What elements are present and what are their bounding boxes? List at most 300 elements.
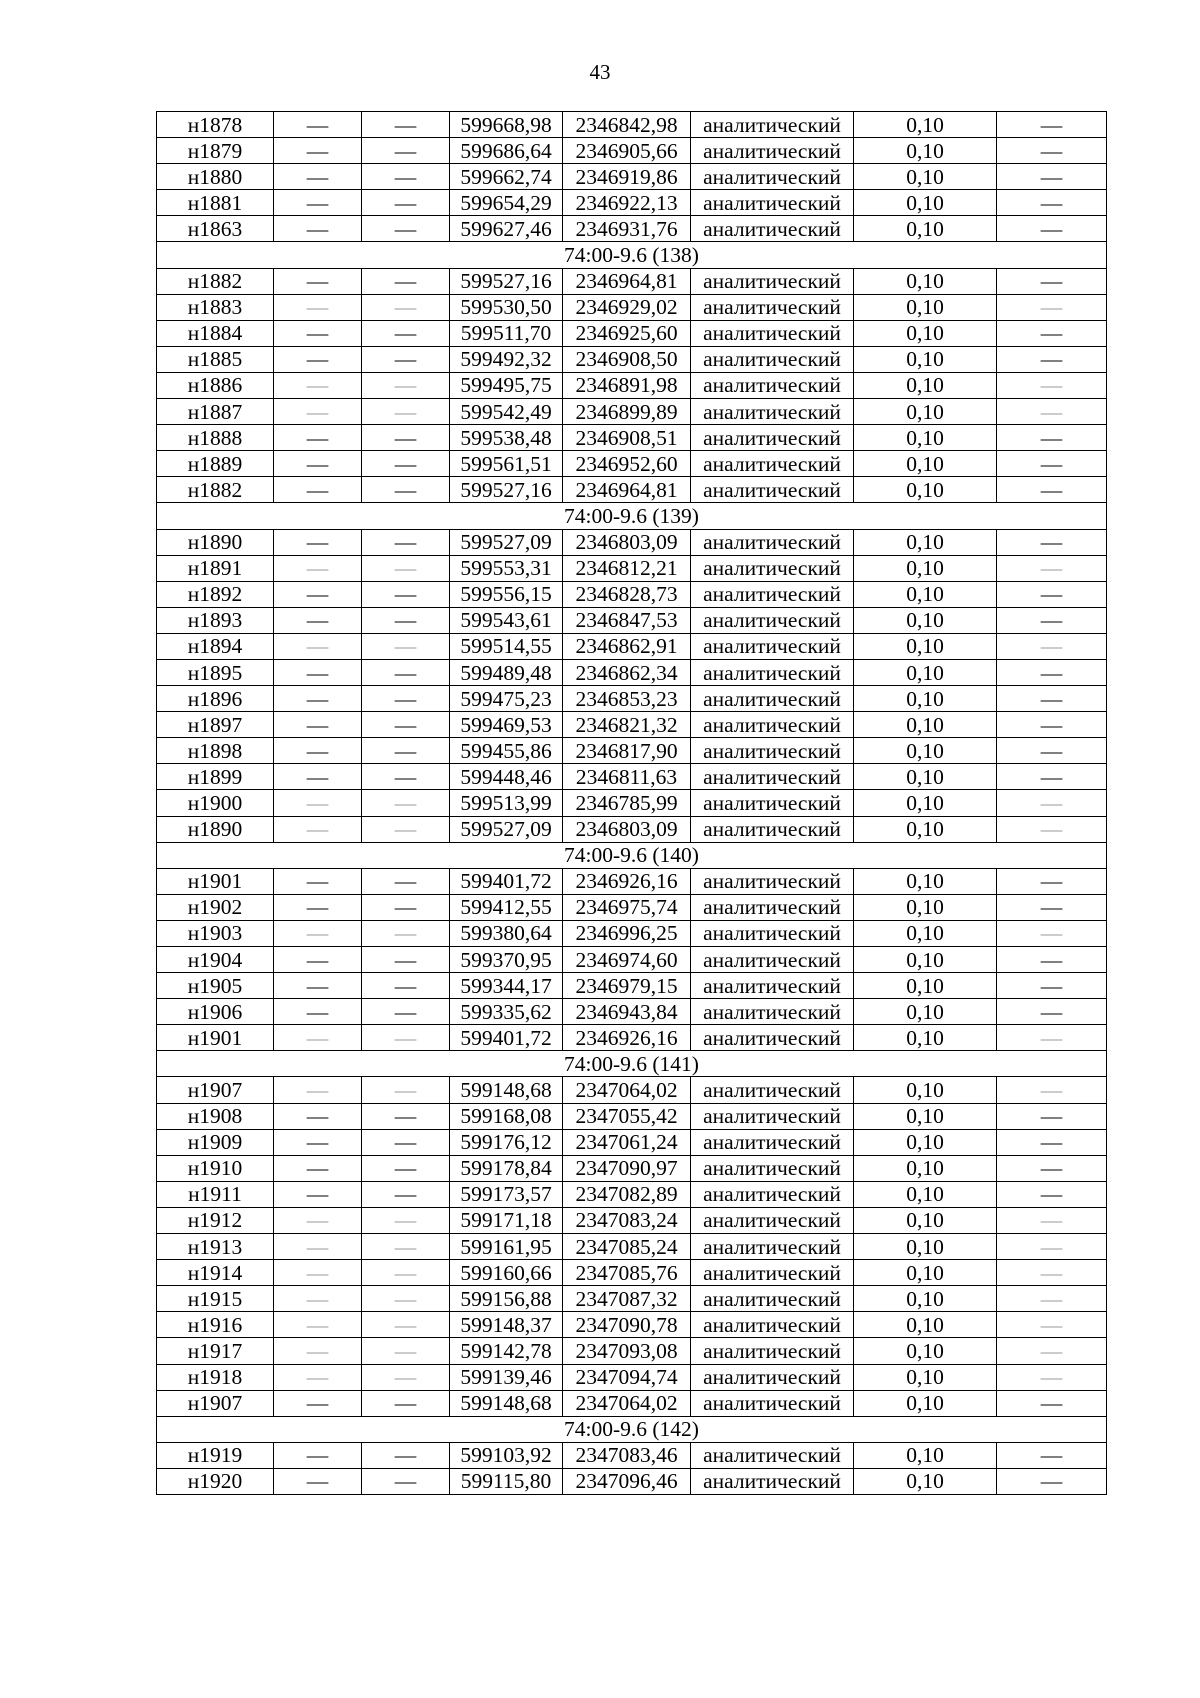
dash-cell: — bbox=[362, 1181, 450, 1207]
y-coordinate-cell: 2347085,76 bbox=[563, 1260, 691, 1286]
dash-cell: — bbox=[362, 112, 450, 138]
section-title: 74:00-9.6 (140) bbox=[157, 842, 1107, 868]
x-coordinate-cell: 599448,46 bbox=[450, 764, 563, 790]
section-title: 74:00-9.6 (138) bbox=[157, 242, 1107, 268]
point-name-cell: н1917 bbox=[157, 1338, 274, 1364]
table-row bbox=[157, 451, 1107, 477]
dash-cell: — bbox=[362, 581, 450, 607]
y-coordinate-cell: 2347083,24 bbox=[563, 1207, 691, 1233]
table-row bbox=[157, 555, 1107, 581]
method-cell: аналитический bbox=[691, 816, 854, 842]
y-coordinate-cell: 2347064,02 bbox=[563, 1390, 691, 1416]
x-coordinate-cell: 599160,66 bbox=[450, 1260, 563, 1286]
accuracy-cell: 0,10 bbox=[854, 190, 997, 216]
accuracy-cell: 0,10 bbox=[854, 346, 997, 372]
method-cell: аналитический bbox=[691, 581, 854, 607]
point-name-cell: н1878 bbox=[157, 112, 274, 138]
dash-cell: — bbox=[997, 529, 1107, 555]
table-row bbox=[157, 607, 1107, 633]
point-name-cell: н1880 bbox=[157, 164, 274, 190]
accuracy-cell: 0,10 bbox=[854, 1260, 997, 1286]
dash-cell: — bbox=[274, 320, 362, 346]
y-coordinate-cell: 2346926,16 bbox=[563, 868, 691, 894]
accuracy-cell: 0,10 bbox=[854, 1234, 997, 1260]
table-row bbox=[157, 164, 1107, 190]
method-cell: аналитический bbox=[691, 1364, 854, 1390]
dash-cell: — bbox=[274, 686, 362, 712]
dash-cell: — bbox=[274, 790, 362, 816]
accuracy-cell: 0,10 bbox=[854, 947, 997, 973]
method-cell: аналитический bbox=[691, 1234, 854, 1260]
table-row bbox=[157, 738, 1107, 764]
accuracy-cell: 0,10 bbox=[854, 1390, 997, 1416]
x-coordinate-cell: 599527,09 bbox=[450, 529, 563, 555]
table-row bbox=[157, 372, 1107, 398]
table-row bbox=[157, 894, 1107, 920]
table-row bbox=[157, 790, 1107, 816]
accuracy-cell: 0,10 bbox=[854, 425, 997, 451]
dash-cell: — bbox=[274, 1103, 362, 1129]
dash-cell: — bbox=[997, 712, 1107, 738]
dash-cell: — bbox=[274, 1312, 362, 1338]
point-name-cell: н1900 bbox=[157, 790, 274, 816]
point-name-cell: н1902 bbox=[157, 894, 274, 920]
table-row bbox=[157, 529, 1107, 555]
dash-cell: — bbox=[362, 1338, 450, 1364]
y-coordinate-cell: 2346817,90 bbox=[563, 738, 691, 764]
section-header-row bbox=[157, 842, 1107, 868]
method-cell: аналитический bbox=[691, 112, 854, 138]
dash-cell: — bbox=[997, 1077, 1107, 1103]
dash-cell: — bbox=[362, 1260, 450, 1286]
dash-cell: — bbox=[997, 947, 1107, 973]
dash-cell: — bbox=[274, 1442, 362, 1468]
dash-cell: — bbox=[362, 1155, 450, 1181]
x-coordinate-cell: 599148,37 bbox=[450, 1312, 563, 1338]
dash-cell: — bbox=[274, 1468, 362, 1494]
x-coordinate-cell: 599511,70 bbox=[450, 320, 563, 346]
dash-cell: — bbox=[362, 1442, 450, 1468]
accuracy-cell: 0,10 bbox=[854, 164, 997, 190]
dash-cell: — bbox=[274, 425, 362, 451]
x-coordinate-cell: 599513,99 bbox=[450, 790, 563, 816]
x-coordinate-cell: 599527,09 bbox=[450, 816, 563, 842]
dash-cell: — bbox=[362, 712, 450, 738]
dash-cell: — bbox=[274, 1234, 362, 1260]
y-coordinate-cell: 2347083,46 bbox=[563, 1442, 691, 1468]
table-row bbox=[157, 816, 1107, 842]
dash-cell: — bbox=[274, 712, 362, 738]
accuracy-cell: 0,10 bbox=[854, 1025, 997, 1051]
x-coordinate-cell: 599542,49 bbox=[450, 399, 563, 425]
page-number: 43 bbox=[589, 60, 611, 84]
dash-cell: — bbox=[997, 164, 1107, 190]
dash-cell: — bbox=[362, 529, 450, 555]
point-name-cell: н1915 bbox=[157, 1286, 274, 1312]
y-coordinate-cell: 2346919,86 bbox=[563, 164, 691, 190]
x-coordinate-cell: 599171,18 bbox=[450, 1207, 563, 1233]
dash-cell: — bbox=[997, 1338, 1107, 1364]
dash-cell: — bbox=[362, 425, 450, 451]
point-name-cell: н1903 bbox=[157, 920, 274, 946]
table-row bbox=[157, 346, 1107, 372]
point-name-cell: н1863 bbox=[157, 216, 274, 242]
point-name-cell: н1910 bbox=[157, 1155, 274, 1181]
x-coordinate-cell: 599148,68 bbox=[450, 1077, 563, 1103]
accuracy-cell: 0,10 bbox=[854, 1103, 997, 1129]
method-cell: аналитический bbox=[691, 999, 854, 1025]
table-row bbox=[157, 1077, 1107, 1103]
method-cell: аналитический bbox=[691, 686, 854, 712]
table-row bbox=[157, 1025, 1107, 1051]
point-name-cell: н1904 bbox=[157, 947, 274, 973]
dash-cell: — bbox=[274, 346, 362, 372]
coordinates-table bbox=[156, 111, 1107, 1495]
dash-cell: — bbox=[362, 790, 450, 816]
accuracy-cell: 0,10 bbox=[854, 607, 997, 633]
point-name-cell: н1881 bbox=[157, 190, 274, 216]
table-row bbox=[157, 1207, 1107, 1233]
section-header-row bbox=[157, 242, 1107, 268]
x-coordinate-cell: 599401,72 bbox=[450, 868, 563, 894]
y-coordinate-cell: 2347093,08 bbox=[563, 1338, 691, 1364]
method-cell: аналитический bbox=[691, 1338, 854, 1364]
point-name-cell: н1879 bbox=[157, 138, 274, 164]
point-name-cell: н1894 bbox=[157, 633, 274, 659]
table-row bbox=[157, 947, 1107, 973]
dash-cell: — bbox=[362, 973, 450, 999]
method-cell: аналитический bbox=[691, 659, 854, 685]
table-row bbox=[157, 1129, 1107, 1155]
y-coordinate-cell: 2346922,13 bbox=[563, 190, 691, 216]
point-name-cell: н1901 bbox=[157, 868, 274, 894]
dash-cell: — bbox=[274, 112, 362, 138]
x-coordinate-cell: 599455,86 bbox=[450, 738, 563, 764]
dash-cell: — bbox=[997, 268, 1107, 294]
table-row bbox=[157, 764, 1107, 790]
dash-cell: — bbox=[274, 659, 362, 685]
dash-cell: — bbox=[997, 1260, 1107, 1286]
method-cell: аналитический bbox=[691, 1260, 854, 1286]
accuracy-cell: 0,10 bbox=[854, 268, 997, 294]
x-coordinate-cell: 599475,23 bbox=[450, 686, 563, 712]
y-coordinate-cell: 2346853,23 bbox=[563, 686, 691, 712]
dash-cell: — bbox=[997, 607, 1107, 633]
dash-cell: — bbox=[362, 1468, 450, 1494]
dash-cell: — bbox=[362, 920, 450, 946]
method-cell: аналитический bbox=[691, 947, 854, 973]
dash-cell: — bbox=[362, 216, 450, 242]
dash-cell: — bbox=[274, 607, 362, 633]
x-coordinate-cell: 599686,64 bbox=[450, 138, 563, 164]
dash-cell: — bbox=[362, 816, 450, 842]
table-row bbox=[157, 294, 1107, 320]
point-name-cell: н1884 bbox=[157, 320, 274, 346]
dash-cell: — bbox=[274, 1077, 362, 1103]
table-row bbox=[157, 1181, 1107, 1207]
accuracy-cell: 0,10 bbox=[854, 555, 997, 581]
method-cell: аналитический bbox=[691, 1129, 854, 1155]
point-name-cell: н1912 bbox=[157, 1207, 274, 1233]
method-cell: аналитический bbox=[691, 425, 854, 451]
dash-cell: — bbox=[274, 1025, 362, 1051]
method-cell: аналитический bbox=[691, 138, 854, 164]
y-coordinate-cell: 2346803,09 bbox=[563, 529, 691, 555]
y-coordinate-cell: 2347085,24 bbox=[563, 1234, 691, 1260]
dash-cell: — bbox=[997, 1103, 1107, 1129]
section-title: 74:00-9.6 (141) bbox=[157, 1051, 1107, 1077]
dash-cell: — bbox=[362, 1234, 450, 1260]
dash-cell: — bbox=[997, 633, 1107, 659]
x-coordinate-cell: 599469,53 bbox=[450, 712, 563, 738]
x-coordinate-cell: 599556,15 bbox=[450, 581, 563, 607]
table-row bbox=[157, 1442, 1107, 1468]
method-cell: аналитический bbox=[691, 451, 854, 477]
point-name-cell: н1895 bbox=[157, 659, 274, 685]
method-cell: аналитический bbox=[691, 633, 854, 659]
dash-cell: — bbox=[997, 190, 1107, 216]
dash-cell: — bbox=[362, 633, 450, 659]
dash-cell: — bbox=[997, 346, 1107, 372]
table-row bbox=[157, 973, 1107, 999]
table-row bbox=[157, 138, 1107, 164]
y-coordinate-cell: 2347094,74 bbox=[563, 1364, 691, 1390]
table-row bbox=[157, 1312, 1107, 1338]
accuracy-cell: 0,10 bbox=[854, 790, 997, 816]
x-coordinate-cell: 599335,62 bbox=[450, 999, 563, 1025]
table-row bbox=[157, 399, 1107, 425]
dash-cell: — bbox=[362, 477, 450, 503]
accuracy-cell: 0,10 bbox=[854, 294, 997, 320]
accuracy-cell: 0,10 bbox=[854, 112, 997, 138]
method-cell: аналитический bbox=[691, 294, 854, 320]
point-name-cell: н1911 bbox=[157, 1181, 274, 1207]
accuracy-cell: 0,10 bbox=[854, 477, 997, 503]
y-coordinate-cell: 2346931,76 bbox=[563, 216, 691, 242]
x-coordinate-cell: 599173,57 bbox=[450, 1181, 563, 1207]
section-header-row bbox=[157, 1416, 1107, 1442]
y-coordinate-cell: 2346979,15 bbox=[563, 973, 691, 999]
point-name-cell: н1891 bbox=[157, 555, 274, 581]
dash-cell: — bbox=[997, 372, 1107, 398]
dash-cell: — bbox=[274, 1338, 362, 1364]
dash-cell: — bbox=[997, 1364, 1107, 1390]
dash-cell: — bbox=[362, 294, 450, 320]
dash-cell: — bbox=[997, 1181, 1107, 1207]
dash-cell: — bbox=[274, 451, 362, 477]
dash-cell: — bbox=[362, 1129, 450, 1155]
y-coordinate-cell: 2346821,32 bbox=[563, 712, 691, 738]
dash-cell: — bbox=[997, 973, 1107, 999]
dash-cell: — bbox=[997, 216, 1107, 242]
dash-cell: — bbox=[362, 451, 450, 477]
x-coordinate-cell: 599495,75 bbox=[450, 372, 563, 398]
accuracy-cell: 0,10 bbox=[854, 399, 997, 425]
accuracy-cell: 0,10 bbox=[854, 320, 997, 346]
point-name-cell: н1907 bbox=[157, 1390, 274, 1416]
y-coordinate-cell: 2346908,50 bbox=[563, 346, 691, 372]
y-coordinate-cell: 2346908,51 bbox=[563, 425, 691, 451]
point-name-cell: н1913 bbox=[157, 1234, 274, 1260]
point-name-cell: н1908 bbox=[157, 1103, 274, 1129]
dash-cell: — bbox=[362, 607, 450, 633]
dash-cell: — bbox=[274, 190, 362, 216]
dash-cell: — bbox=[274, 294, 362, 320]
dash-cell: — bbox=[362, 947, 450, 973]
table-row bbox=[157, 868, 1107, 894]
method-cell: аналитический bbox=[691, 477, 854, 503]
y-coordinate-cell: 2346905,66 bbox=[563, 138, 691, 164]
accuracy-cell: 0,10 bbox=[854, 738, 997, 764]
dash-cell: — bbox=[274, 164, 362, 190]
y-coordinate-cell: 2347090,97 bbox=[563, 1155, 691, 1181]
dash-cell: — bbox=[997, 1468, 1107, 1494]
dash-cell: — bbox=[362, 1025, 450, 1051]
x-coordinate-cell: 599543,61 bbox=[450, 607, 563, 633]
x-coordinate-cell: 599161,95 bbox=[450, 1234, 563, 1260]
table-row bbox=[157, 1390, 1107, 1416]
dash-cell: — bbox=[362, 868, 450, 894]
dash-cell: — bbox=[362, 138, 450, 164]
dash-cell: — bbox=[274, 1390, 362, 1416]
accuracy-cell: 0,10 bbox=[854, 920, 997, 946]
dash-cell: — bbox=[274, 1155, 362, 1181]
dash-cell: — bbox=[274, 529, 362, 555]
point-name-cell: н1886 bbox=[157, 372, 274, 398]
x-coordinate-cell: 599103,92 bbox=[450, 1442, 563, 1468]
point-name-cell: н1899 bbox=[157, 764, 274, 790]
y-coordinate-cell: 2346862,34 bbox=[563, 659, 691, 685]
accuracy-cell: 0,10 bbox=[854, 633, 997, 659]
method-cell: аналитический bbox=[691, 268, 854, 294]
point-name-cell: н1901 bbox=[157, 1025, 274, 1051]
x-coordinate-cell: 599370,95 bbox=[450, 947, 563, 973]
dash-cell: — bbox=[362, 1207, 450, 1233]
y-coordinate-cell: 2346828,73 bbox=[563, 581, 691, 607]
accuracy-cell: 0,10 bbox=[854, 712, 997, 738]
method-cell: аналитический bbox=[691, 555, 854, 581]
dash-cell: — bbox=[362, 894, 450, 920]
dash-cell: — bbox=[362, 372, 450, 398]
dash-cell: — bbox=[997, 686, 1107, 712]
accuracy-cell: 0,10 bbox=[854, 138, 997, 164]
dash-cell: — bbox=[997, 294, 1107, 320]
point-name-cell: н1920 bbox=[157, 1468, 274, 1494]
method-cell: аналитический bbox=[691, 894, 854, 920]
dash-cell: — bbox=[274, 1260, 362, 1286]
dash-cell: — bbox=[997, 738, 1107, 764]
accuracy-cell: 0,10 bbox=[854, 973, 997, 999]
method-cell: аналитический bbox=[691, 1077, 854, 1103]
dash-cell: — bbox=[274, 268, 362, 294]
method-cell: аналитический bbox=[691, 1390, 854, 1416]
method-cell: аналитический bbox=[691, 712, 854, 738]
section-title: 74:00-9.6 (142) bbox=[157, 1416, 1107, 1442]
accuracy-cell: 0,10 bbox=[854, 659, 997, 685]
dash-cell: — bbox=[362, 555, 450, 581]
accuracy-cell: 0,10 bbox=[854, 1181, 997, 1207]
dash-cell: — bbox=[997, 999, 1107, 1025]
point-name-cell: н1892 bbox=[157, 581, 274, 607]
dash-cell: — bbox=[274, 372, 362, 398]
dash-cell: — bbox=[274, 216, 362, 242]
x-coordinate-cell: 599139,46 bbox=[450, 1364, 563, 1390]
method-cell: аналитический bbox=[691, 738, 854, 764]
y-coordinate-cell: 2346926,16 bbox=[563, 1025, 691, 1051]
dash-cell: — bbox=[274, 477, 362, 503]
method-cell: аналитический bbox=[691, 529, 854, 555]
section-title: 74:00-9.6 (139) bbox=[157, 503, 1107, 529]
x-coordinate-cell: 599654,29 bbox=[450, 190, 563, 216]
dash-cell: — bbox=[274, 1181, 362, 1207]
dash-cell: — bbox=[274, 399, 362, 425]
dash-cell: — bbox=[997, 581, 1107, 607]
method-cell: аналитический bbox=[691, 320, 854, 346]
dash-cell: — bbox=[997, 659, 1107, 685]
accuracy-cell: 0,10 bbox=[854, 1312, 997, 1338]
y-coordinate-cell: 2346899,89 bbox=[563, 399, 691, 425]
x-coordinate-cell: 599668,98 bbox=[450, 112, 563, 138]
accuracy-cell: 0,10 bbox=[854, 529, 997, 555]
dash-cell: — bbox=[997, 399, 1107, 425]
table-row bbox=[157, 581, 1107, 607]
method-cell: аналитический bbox=[691, 607, 854, 633]
y-coordinate-cell: 2346842,98 bbox=[563, 112, 691, 138]
dash-cell: — bbox=[362, 268, 450, 294]
y-coordinate-cell: 2346812,21 bbox=[563, 555, 691, 581]
dash-cell: — bbox=[274, 1286, 362, 1312]
dash-cell: — bbox=[274, 973, 362, 999]
x-coordinate-cell: 599527,16 bbox=[450, 268, 563, 294]
dash-cell: — bbox=[997, 425, 1107, 451]
y-coordinate-cell: 2347096,46 bbox=[563, 1468, 691, 1494]
dash-cell: — bbox=[274, 738, 362, 764]
x-coordinate-cell: 599115,80 bbox=[450, 1468, 563, 1494]
method-cell: аналитический bbox=[691, 372, 854, 398]
dash-cell: — bbox=[997, 1025, 1107, 1051]
x-coordinate-cell: 599344,17 bbox=[450, 973, 563, 999]
dash-cell: — bbox=[362, 190, 450, 216]
x-coordinate-cell: 599401,72 bbox=[450, 1025, 563, 1051]
dash-cell: — bbox=[997, 112, 1107, 138]
dash-cell: — bbox=[997, 764, 1107, 790]
table-row bbox=[157, 920, 1107, 946]
dash-cell: — bbox=[997, 451, 1107, 477]
dash-cell: — bbox=[274, 999, 362, 1025]
dash-cell: — bbox=[362, 1312, 450, 1338]
dash-cell: — bbox=[362, 1364, 450, 1390]
table-row bbox=[157, 1364, 1107, 1390]
point-name-cell: н1893 bbox=[157, 607, 274, 633]
dash-cell: — bbox=[274, 894, 362, 920]
point-name-cell: н1918 bbox=[157, 1364, 274, 1390]
method-cell: аналитический bbox=[691, 1207, 854, 1233]
point-name-cell: н1897 bbox=[157, 712, 274, 738]
table-row bbox=[157, 1234, 1107, 1260]
x-coordinate-cell: 599514,55 bbox=[450, 633, 563, 659]
dash-cell: — bbox=[362, 764, 450, 790]
method-cell: аналитический bbox=[691, 973, 854, 999]
y-coordinate-cell: 2347061,24 bbox=[563, 1129, 691, 1155]
x-coordinate-cell: 599627,46 bbox=[450, 216, 563, 242]
x-coordinate-cell: 599553,31 bbox=[450, 555, 563, 581]
point-name-cell: н1887 bbox=[157, 399, 274, 425]
accuracy-cell: 0,10 bbox=[854, 894, 997, 920]
method-cell: аналитический bbox=[691, 346, 854, 372]
dash-cell: — bbox=[274, 581, 362, 607]
method-cell: аналитический bbox=[691, 868, 854, 894]
dash-cell: — bbox=[274, 138, 362, 164]
